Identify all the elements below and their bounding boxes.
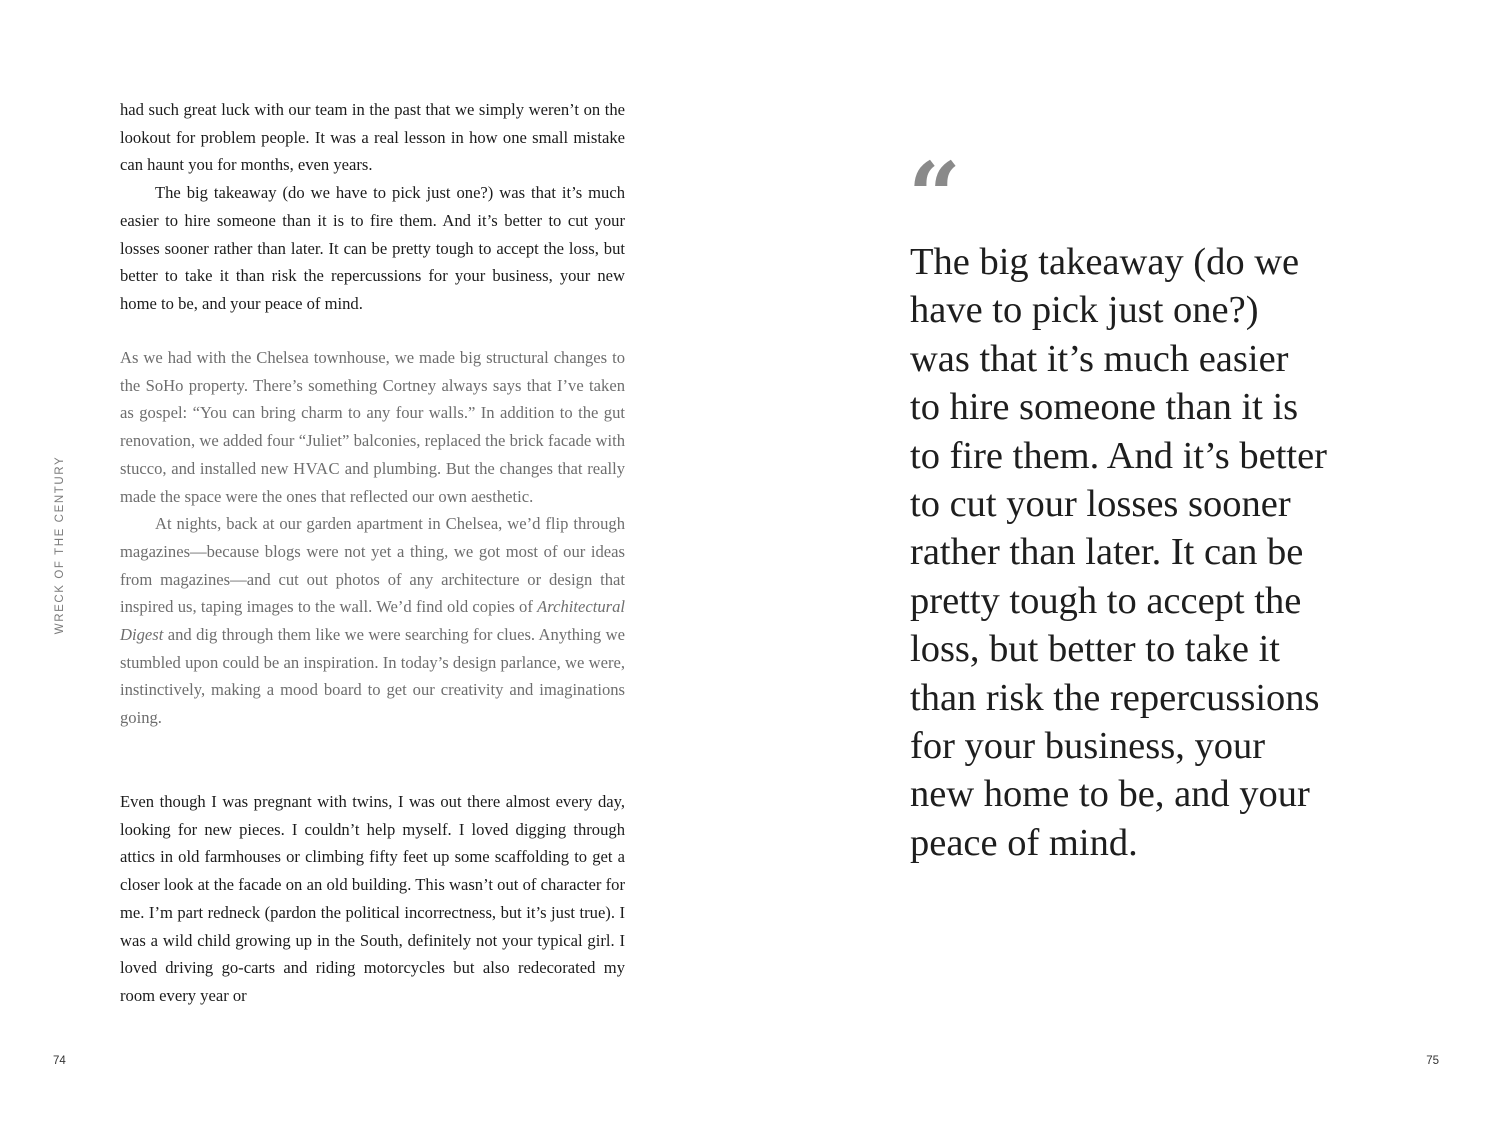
running-head: WRECK OF THE CENTURY [54,455,66,635]
pull-quote-line: than risk the repercussions [910,676,1320,719]
body-paragraph: The big takeaway (do we have to pick just one?) was that it’s much easier to hire someone than it is to fire them. And it’s better to cut your losses sooner rather than later. It can be pretty tough to accept the loss, but better to take it than risk the repercussions for your business, your new home to be, and your peace of mind. [120,183,625,313]
body-section-1 [120,96,625,318]
body-paragraph [120,510,625,732]
pull-quote-line: peace of mind. [910,821,1138,864]
body-section-2 [120,344,625,732]
text-run: As we had with the Chelsea townhouse, we made big structural changes to the SoHo property. There’s something Cortney always says that I’ve taken as gospel: “You can bring charm to any four walls.” In addition to the gut renovation, we added four “Juliet” balconies, replaced the brick facade with stucco, and installed new [120,348,625,478]
text-run: and dig through them like we were searching for clues. Anything we stumbled upon could be an inspiration. In today’s design parlance, we were, instinctively, making a mood board to get our creativity and imaginations going. [120,625,625,728]
pull-quote-line: pretty tough to accept the [910,579,1302,622]
text-run: and plumbing. But the changes that really made the space were the ones that reflected our own aesthetic. [120,458,625,506]
page-number-left: 74 [53,1055,66,1067]
hvac-small-caps: HVAC [293,458,341,478]
pull-quote-line: for your business, your [910,725,1266,768]
pull-quote-line: to hire someone than it is [910,386,1299,429]
magazine-title-italic: Architectural Digest [120,597,625,645]
pull-quote-line: rather than later. It can be [910,531,1304,574]
pull-quote-line: new home to be, and your [910,773,1310,816]
body-paragraph: had such great luck with our team in the past that we simply weren’t on the lookout for problem people. It was a real lesson in how one small mistake can haunt you for months, even years. [120,100,625,175]
pull-quote-line: was that it’s much easier [910,337,1289,380]
body-paragraph: Even though I was pregnant with twins, I was out there almost every day, looking for new pieces. I couldn’t help myself. I loved digging through attics in old farmhouses or climbing fifty feet up some scaffolding to get a closer look at the facade on an old building. This wasn’t out of character for me. I’m part redneck (pardon the political incorrectness, but it’s just true). I was a wild child growing up in the South, definitely not your typical girl. I loved driving go-carts and riding motorcycles but also redecorated my room every year or [120,792,625,1005]
pull-quote-line: to fire them. And it’s better [910,434,1327,477]
pull-quote [910,238,1350,867]
pull-quote-line: loss, but better to take it [910,628,1280,671]
right-page [750,0,1500,1126]
body-section-3 [120,788,625,1010]
pull-quote-line: to cut your losses sooner [910,483,1291,526]
pull-quote-line: The big takeaway (do we [910,241,1300,283]
open-quote-icon: “ [908,142,961,250]
text-run: At nights, back at our garden apartment in Chelsea, we’d flip through magazines—because blogs were not yet a thing, we got most of our ideas from magazines—and cut out photos of any architecture or design that inspired us, taping images to the wall. We’d find old copies of [120,514,625,617]
pull-quote-line: have to pick just one?) [910,289,1259,332]
page-number-right: 75 [1426,1055,1439,1067]
body-paragraph [120,344,625,510]
